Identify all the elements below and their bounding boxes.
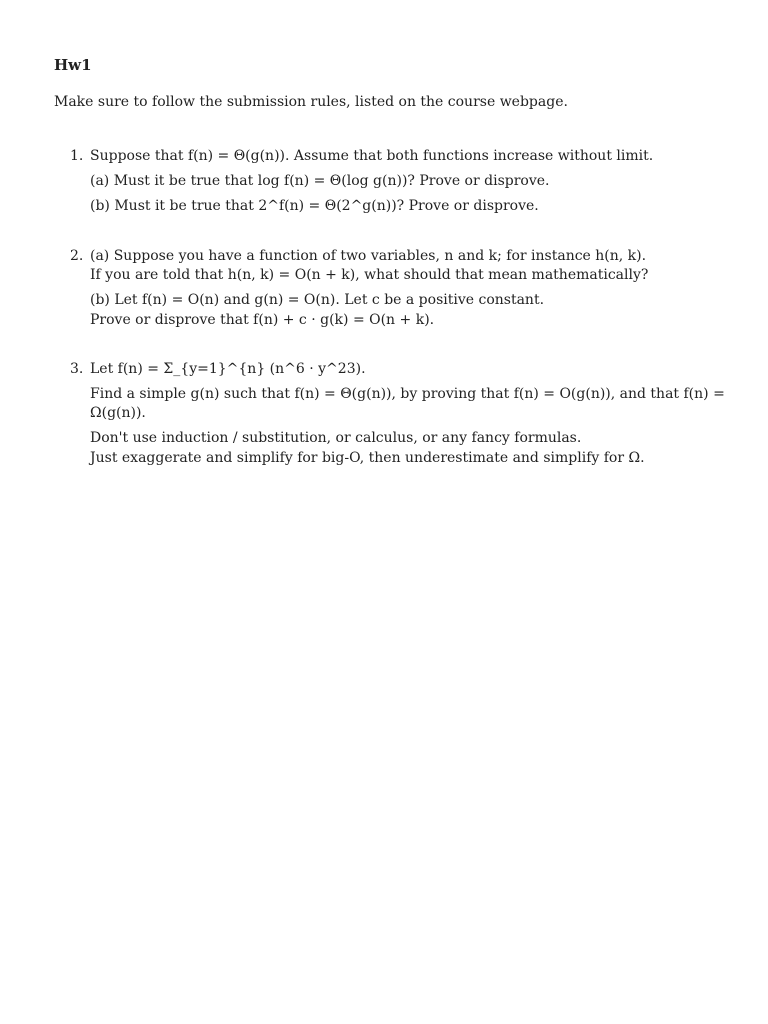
problem-1-line-1: Suppose that f(n) = Θ(g(n)). Assume that both functions increase without limit. xyxy=(90,148,654,164)
problem-2-line-3: (b) Let f(n) = O(n) and g(n) = O(n). Let c be a positive constant. xyxy=(90,292,545,308)
problem-3-line-3: Ω(g(n)). xyxy=(90,405,146,421)
problem-3-line-2: Find a simple g(n) such that f(n) = Θ(g(n)), by proving that f(n) = O(g(n)), and that f(n) = xyxy=(90,386,725,402)
intro-text: Make sure to follow the submission rules, listed on the course webpage. xyxy=(54,94,568,110)
problem-1-number: 1. xyxy=(70,148,84,164)
problem-1-line-3: (b) Must it be true that 2^f(n) = Θ(2^g(n))? Prove or disprove. xyxy=(90,198,539,214)
problem-2-number: 2. xyxy=(70,248,84,264)
problem-2-line-2: If you are told that h(n, k) = O(n + k), what should that mean mathematically? xyxy=(90,267,649,283)
page-title: Hw1 xyxy=(54,56,92,74)
problem-2-line-4: Prove or disprove that f(n) + c · g(k) = O(n + k). xyxy=(90,312,435,328)
problem-3-line-5: Just exaggerate and simplify for big-O, then underestimate and simplify for Ω. xyxy=(90,450,645,466)
problem-3-line-4: Don't use induction / substitution, or calculus, or any fancy formulas. xyxy=(90,430,582,446)
problem-2-line-1: (a) Suppose you have a function of two variables, n and k; for instance h(n, k). xyxy=(90,248,647,264)
problem-3-number: 3. xyxy=(70,361,84,377)
problem-3-line-1: Let f(n) = Σ_{y=1}^{n} (n^6 · y^23). xyxy=(90,361,366,377)
problem-1-line-2: (a) Must it be true that log f(n) = Θ(log g(n))? Prove or disprove. xyxy=(90,173,550,189)
